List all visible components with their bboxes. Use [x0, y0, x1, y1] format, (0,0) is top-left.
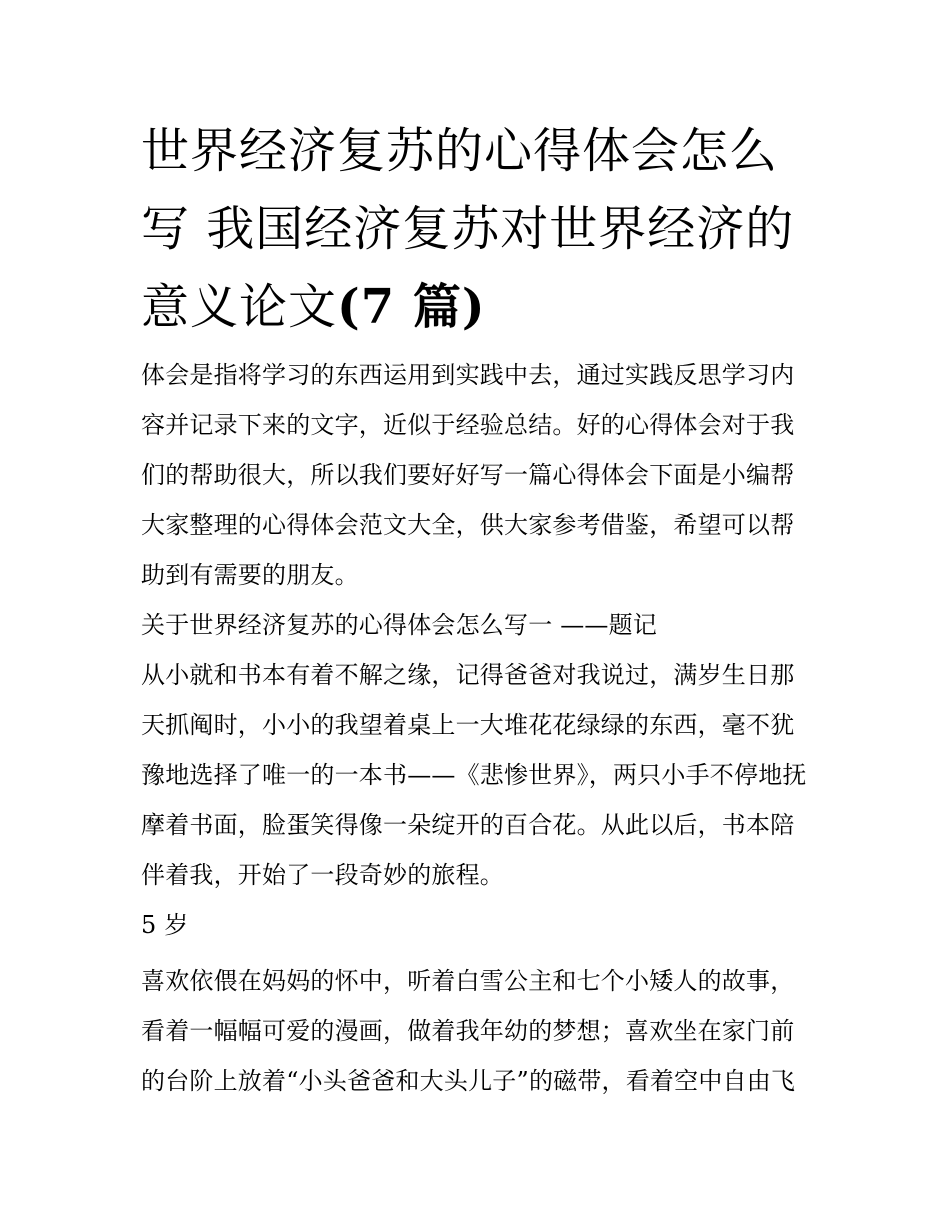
document-body — [141, 112, 813, 1106]
intro-paragraph: 体会是指将学习的东西运用到实践中去，通过实践反思学习内容并记录下来的文字，近似于经验总结。好的心得体会对于我们的帮助很大，所以我们要好好写一篇心得体会下面是小编帮大家整理的心得体会范文大全，供大家参考借鉴，希望可以帮助到有需要的朋友。 — [141, 361, 795, 589]
document-title — [141, 112, 813, 346]
document-title-text: 世界经济复苏的心得体会怎么写 我国经济复苏对世界经济的意义论文 — [141, 123, 795, 335]
section-heading: 关于世界经济复苏的心得体会怎么写一 ——题记 — [141, 611, 658, 639]
body-paragraph-2: 喜欢依偎在妈妈的怀中，听着白雪公主和七个小矮人的故事，看着一幅幅可爱的漫画，做着我年幼的梦想；喜欢坐在家门前的台阶上放着“小头爸爸和大头儿子”的磁带，看着空中自由飞 — [141, 967, 796, 1095]
age-label: 5 岁 — [141, 911, 189, 939]
document-title-count: (7 篇) — [337, 279, 486, 335]
body-paragraph-1: 从小就和书本有着不解之缘，记得爸爸对我说过，满岁生日那天抓阄时，小小的我望着桌上一大堆花花绿绿的东西，毫不犹豫地选择了唯一的一本书——《悲惨世界》，两只小手不停地抚摩着书面，脸蛋笑得像一朵绽开的百合花。从此以后，书本陪伴着我，开始了一段奇妙的旅程。 — [141, 661, 807, 889]
